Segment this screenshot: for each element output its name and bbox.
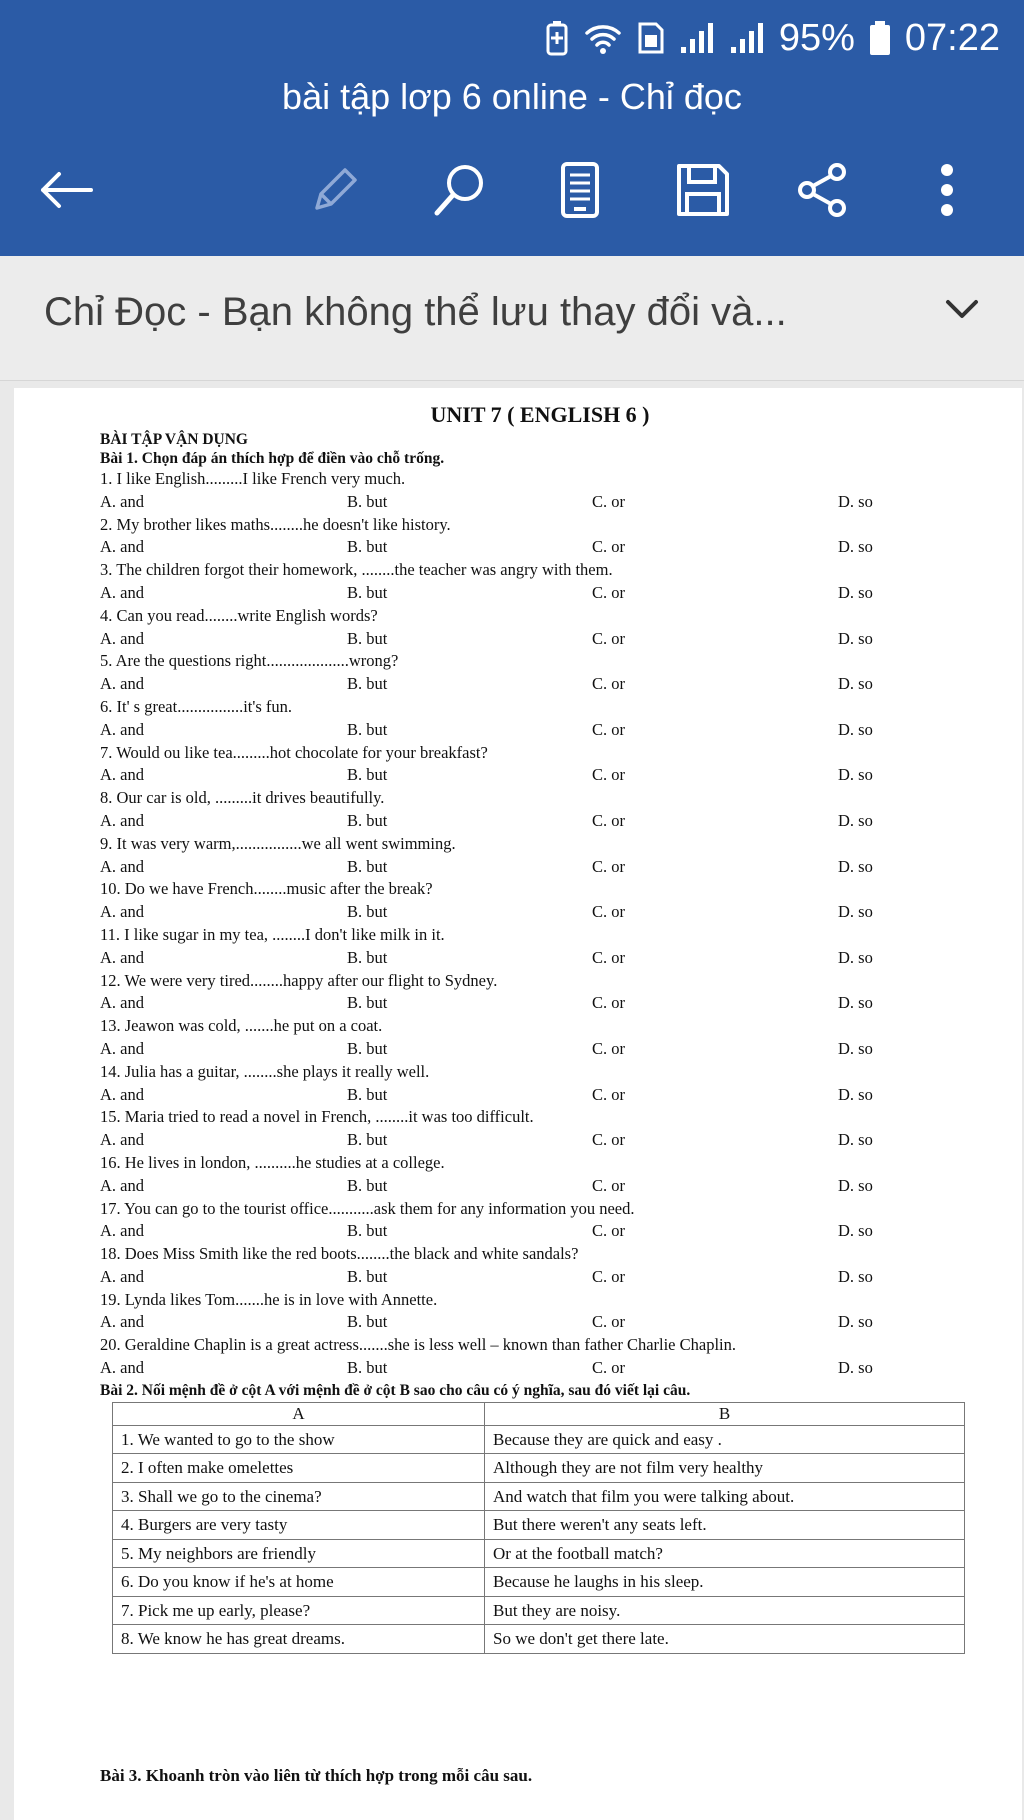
- signal-icon: [679, 21, 715, 55]
- answer-option: D. so: [838, 1084, 873, 1104]
- answer-option: D. so: [838, 993, 873, 1013]
- toolbar: [0, 150, 1024, 230]
- answer-option: B. but: [347, 810, 388, 830]
- answer-option: C. or: [592, 947, 625, 967]
- answer-option: B. but: [347, 1221, 388, 1241]
- answer-option: D. so: [838, 491, 873, 511]
- answer-option: B. but: [347, 582, 388, 602]
- column-a-cell: 8. We know he has great dreams.: [113, 1625, 485, 1654]
- answer-options: [100, 810, 980, 833]
- answer-option: D. so: [838, 719, 873, 739]
- answer-option: A. and: [100, 1221, 144, 1241]
- edit-pencil-icon: [307, 162, 363, 218]
- column-b-cell: Because they are quick and easy .: [485, 1425, 965, 1454]
- sim-icon: [637, 21, 665, 55]
- answer-option: D. so: [838, 947, 873, 967]
- answer-option: B. but: [347, 1175, 388, 1195]
- answer-option: A. and: [100, 537, 144, 557]
- answer-option: C. or: [592, 1038, 625, 1058]
- answer-option: C. or: [592, 1221, 625, 1241]
- chevron-down-icon: [944, 298, 980, 322]
- answer-option: A. and: [100, 856, 144, 876]
- battery-percent: 95%: [778, 16, 855, 59]
- search-button[interactable]: [425, 150, 495, 230]
- expand-banner-button[interactable]: [944, 298, 980, 327]
- wifi-icon: [583, 21, 623, 55]
- column-a-cell: 2. I often make omelettes: [113, 1454, 485, 1483]
- save-button[interactable]: [668, 150, 738, 230]
- answer-option: C. or: [592, 1084, 625, 1104]
- answer-option: C. or: [592, 1130, 625, 1150]
- question-text: 11. I like sugar in my tea, ........I don't like milk in it.: [100, 924, 445, 944]
- answer-option: A. and: [100, 1175, 144, 1195]
- answer-option: B. but: [347, 1084, 388, 1104]
- column-a-cell: 7. Pick me up early, please?: [113, 1596, 485, 1625]
- signal-icon: [729, 21, 765, 55]
- answer-option: D. so: [838, 674, 873, 694]
- column-a-header: A: [113, 1402, 485, 1425]
- answer-option: A. and: [100, 674, 144, 694]
- section-heading: BÀI TẬP VẬN DỤNG: [100, 431, 248, 448]
- answer-options: [100, 1129, 980, 1152]
- answer-option: A. and: [100, 993, 144, 1013]
- answer-options: [100, 992, 980, 1015]
- answer-option: A. and: [100, 582, 144, 602]
- answer-option: B. but: [347, 491, 388, 511]
- table-row: [113, 1511, 965, 1540]
- app-header: [0, 0, 1024, 256]
- question-text: 19. Lynda likes Tom.......he is in love with Annette.: [100, 1289, 438, 1309]
- answer-option: A. and: [100, 902, 144, 922]
- answer-option: D. so: [838, 1130, 873, 1150]
- more-options-button[interactable]: [912, 150, 982, 230]
- answer-option: D. so: [838, 765, 873, 785]
- question-text: 8. Our car is old, .........it drives beautifully.: [100, 788, 385, 808]
- answer-option: D. so: [838, 537, 873, 557]
- answer-options: [100, 856, 980, 879]
- answer-option: A. and: [100, 628, 144, 648]
- answer-options: [100, 1220, 980, 1243]
- question-text: 10. Do we have French........music after the break?: [100, 879, 433, 899]
- back-arrow-icon: [37, 170, 93, 210]
- matching-table: [112, 1402, 965, 1654]
- answer-option: C. or: [592, 628, 625, 648]
- column-a-cell: 5. My neighbors are friendly: [113, 1539, 485, 1568]
- answer-options: [100, 536, 980, 559]
- answer-option: A. and: [100, 491, 144, 511]
- question-text: 15. Maria tried to read a novel in French, ........it was too difficult.: [100, 1107, 534, 1127]
- answer-option: C. or: [592, 719, 625, 739]
- answer-option: B. but: [347, 1266, 388, 1286]
- question-text: 18. Does Miss Smith like the red boots........the black and white sandals?: [100, 1244, 579, 1264]
- reading-view-button[interactable]: [545, 150, 615, 230]
- answer-option: D. so: [838, 1358, 873, 1378]
- answer-option: A. and: [100, 1130, 144, 1150]
- column-a-cell: 1. We wanted to go to the show: [113, 1425, 485, 1454]
- answer-option: C. or: [592, 1266, 625, 1286]
- document-page[interactable]: [14, 388, 1022, 1820]
- table-row: [113, 1625, 965, 1654]
- column-b-cell: Because he laughs in his sleep.: [485, 1568, 965, 1597]
- answer-option: B. but: [347, 1038, 388, 1058]
- answer-option: C. or: [592, 1175, 625, 1195]
- bai1-heading: Bài 1. Chọn đáp án thích hợp để điền vào chỗ trống.: [100, 450, 445, 467]
- answer-options: [100, 719, 980, 742]
- read-only-banner[interactable]: [0, 256, 1024, 381]
- answer-option: D. so: [838, 856, 873, 876]
- answer-options: [100, 582, 980, 605]
- column-b-cell: So we don't get there late.: [485, 1625, 965, 1654]
- column-b-cell: Although they are not film very healthy: [485, 1454, 965, 1483]
- answer-option: C. or: [592, 491, 625, 511]
- share-icon: [795, 162, 851, 218]
- answer-option: C. or: [592, 674, 625, 694]
- answer-option: D. so: [838, 810, 873, 830]
- unit-title: UNIT 7 ( ENGLISH 6 ): [430, 402, 650, 427]
- question-text: 16. He lives in london, ..........he studies at a college.: [100, 1152, 445, 1172]
- answer-option: A. and: [100, 810, 144, 830]
- table-row: [113, 1568, 965, 1597]
- answer-option: B. but: [347, 993, 388, 1013]
- answer-option: B. but: [347, 1358, 388, 1378]
- answer-option: B. but: [347, 537, 388, 557]
- answer-option: A. and: [100, 719, 144, 739]
- document-title: bài tập lơp 6 online - Chỉ đọc: [282, 76, 742, 117]
- share-button[interactable]: [788, 150, 858, 230]
- question-text: 6. It' s great................it's fun.: [100, 696, 293, 716]
- answer-options: [100, 901, 980, 924]
- answer-option: B. but: [347, 1312, 388, 1332]
- question-text: 5. Are the questions right....................wrong?: [100, 651, 399, 671]
- save-icon: [675, 162, 731, 218]
- column-a-cell: 3. Shall we go to the cinema?: [113, 1482, 485, 1511]
- answer-option: A. and: [100, 765, 144, 785]
- answer-option: C. or: [592, 765, 625, 785]
- answer-option: B. but: [347, 947, 388, 967]
- question-text: 4. Can you read........write English words?: [100, 605, 378, 625]
- answer-options: [100, 1084, 980, 1107]
- search-icon: [431, 161, 489, 219]
- answer-option: D. so: [838, 628, 873, 648]
- question-text: 13. Jeawon was cold, .......he put on a coat.: [100, 1016, 383, 1036]
- answer-option: B. but: [347, 719, 388, 739]
- edit-button[interactable]: [300, 150, 370, 230]
- bai3-heading: Bài 3. Khoanh tròn vào liên từ thích hợp trong mỗi câu sau.: [100, 1766, 533, 1785]
- table-row: [113, 1425, 965, 1454]
- battery-icon: [869, 20, 891, 56]
- question-text: 20. Geraldine Chaplin is a great actress.......she is less well – known than father Charlie Chaplin.: [100, 1335, 737, 1355]
- answer-option: A. and: [100, 1266, 144, 1286]
- answer-options: [100, 1357, 980, 1380]
- banner-message: Chỉ Đọc - Bạn không thể lưu thay đổi và...: [44, 290, 787, 334]
- question-text: 12. We were very tired........happy after our flight to Sydney.: [100, 970, 498, 990]
- back-button[interactable]: [30, 150, 100, 230]
- question-list: [100, 468, 980, 1380]
- question-text: 7. Would ou like tea.........hot chocolate for your breakfast?: [100, 742, 488, 762]
- more-icon: [939, 162, 955, 218]
- answer-options: [100, 1038, 980, 1061]
- answer-option: B. but: [347, 1130, 388, 1150]
- answer-option: D. so: [838, 1038, 873, 1058]
- answer-option: B. but: [347, 765, 388, 785]
- answer-option: C. or: [592, 810, 625, 830]
- answer-option: C. or: [592, 902, 625, 922]
- question-text: 14. Julia has a guitar, ........she plays it really well.: [100, 1061, 430, 1081]
- answer-option: C. or: [592, 993, 625, 1013]
- answer-option: C. or: [592, 1358, 625, 1378]
- answer-option: D. so: [838, 582, 873, 602]
- table-row: [113, 1539, 965, 1568]
- answer-option: B. but: [347, 856, 388, 876]
- document-body: [100, 400, 980, 1785]
- answer-options: [100, 764, 980, 787]
- status-bar: [545, 10, 1000, 66]
- column-b-cell: Or at the football match?: [485, 1539, 965, 1568]
- battery-saver-icon: [545, 20, 569, 56]
- column-b-header: B: [485, 1402, 965, 1425]
- table-row: [113, 1596, 965, 1625]
- answer-options: [100, 1175, 980, 1198]
- answer-option: A. and: [100, 1084, 144, 1104]
- answer-option: A. and: [100, 1312, 144, 1332]
- column-b-cell: But there weren't any seats left.: [485, 1511, 965, 1540]
- column-a-cell: 6. Do you know if he's at home: [113, 1568, 485, 1597]
- question-text: 1. I like English.........I like French very much.: [100, 469, 406, 488]
- answer-option: D. so: [838, 1221, 873, 1241]
- answer-option: C. or: [592, 1312, 625, 1332]
- answer-options: [100, 628, 980, 651]
- answer-option: D. so: [838, 1266, 873, 1286]
- answer-option: C. or: [592, 537, 625, 557]
- answer-option: D. so: [838, 902, 873, 922]
- answer-options: [100, 1266, 980, 1289]
- question-text: 2. My brother likes maths........he doesn't like history.: [100, 514, 451, 534]
- answer-options: [100, 947, 980, 970]
- answer-option: C. or: [592, 856, 625, 876]
- answer-options: [100, 491, 980, 514]
- table-row: [113, 1482, 965, 1511]
- answer-option: A. and: [100, 1038, 144, 1058]
- question-text: 9. It was very warm,................we all went swimming.: [100, 833, 456, 853]
- column-b-cell: And watch that film you were talking about.: [485, 1482, 965, 1511]
- answer-options: [100, 1311, 980, 1334]
- column-a-cell: 4. Burgers are very tasty: [113, 1511, 485, 1540]
- answer-option: C. or: [592, 582, 625, 602]
- answer-option: B. but: [347, 674, 388, 694]
- answer-option: A. and: [100, 1358, 144, 1378]
- answer-option: A. and: [100, 947, 144, 967]
- answer-option: B. but: [347, 628, 388, 648]
- bai2-heading: Bài 2. Nối mệnh đề ở cột A với mệnh đề ở cột B sao cho câu có ý nghĩa, sau đó viết lại câu.: [100, 1381, 691, 1399]
- table-row: [113, 1454, 965, 1483]
- answer-option: D. so: [838, 1175, 873, 1195]
- answer-options: [100, 673, 980, 696]
- answer-option: D. so: [838, 1312, 873, 1332]
- column-b-cell: But they are noisy.: [485, 1596, 965, 1625]
- question-text: 3. The children forgot their homework, ........the teacher was angry with them.: [100, 560, 613, 580]
- question-text: 17. You can go to the tourist office...........ask them for any information you need.: [100, 1198, 635, 1218]
- answer-option: B. but: [347, 902, 388, 922]
- clock: 07:22: [904, 16, 1000, 59]
- reading-view-icon: [558, 161, 602, 219]
